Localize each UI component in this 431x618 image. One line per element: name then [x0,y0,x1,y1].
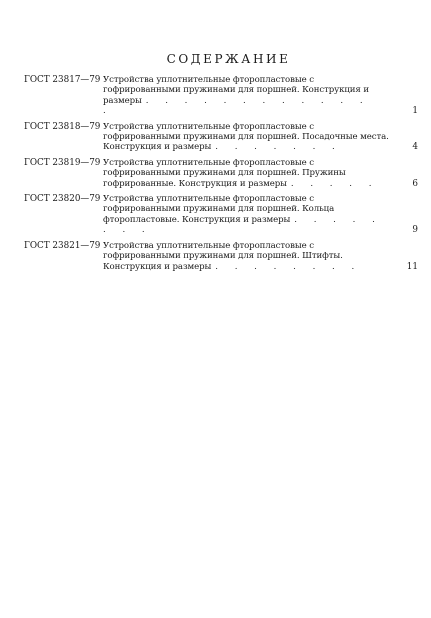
contents-entry [24,75,418,117]
entry-title: Устройства уплотнительные фторопластовые с гофрированными пружинами для поршней. Конструкция и размеры [103,75,370,106]
entry-title: Устройства уплотнительные фторопластовые с гофрированными пружинами для поршней. Посадочные места. Конструкция и размеры [103,121,389,153]
leader-dots: . . . . . [290,178,379,189]
entry-title: Устройства уплотнительные фторопластовые с гофрированными пружинами для поршней. Пружины гофрированные. Конструкция и размеры [103,157,346,189]
entry-title-block [103,194,389,236]
standard-code: ГОСТ 23821—79 [24,240,101,251]
entry-title-block [103,122,389,153]
contents-entry [24,122,418,153]
page-number: 1 [412,106,418,117]
entry-title-block [103,241,389,272]
entry-title-block [103,158,389,189]
leader-dots: . . . . . . . . . . . . . [103,95,370,117]
page-number: 4 [412,142,418,153]
contents-entry [24,158,418,189]
standard-code: ГОСТ 23819—79 [24,157,101,168]
contents-heading: СОДЕРЖАНИЕ [166,52,291,66]
leader-dots: . . . . . . . [215,142,342,153]
page-number: 9 [412,225,418,236]
page-number: 11 [406,261,418,272]
leader-dots: . . . . . . . . [103,214,382,236]
entry-title: Устройства уплотнительные фторопластовые с гофрированными пружинами для поршней. Штифты. Конструкция и размеры [103,240,343,272]
standard-code: ГОСТ 23817—79 [24,75,101,85]
contents-entry [24,241,418,272]
contents-entry [24,194,418,236]
leader-dots: . . . . . . . . [215,261,362,272]
entry-title: Устройства уплотнительные фторопластовые с гофрированными пружинами для поршней. Кольца фторопластовые. Конструкция и размеры [103,194,335,225]
contents-list [24,75,418,277]
standard-code: ГОСТ 23820—79 [24,194,101,205]
page-number: 6 [412,178,418,189]
standard-code: ГОСТ 23818—79 [24,121,101,132]
entry-title-block [103,75,389,117]
